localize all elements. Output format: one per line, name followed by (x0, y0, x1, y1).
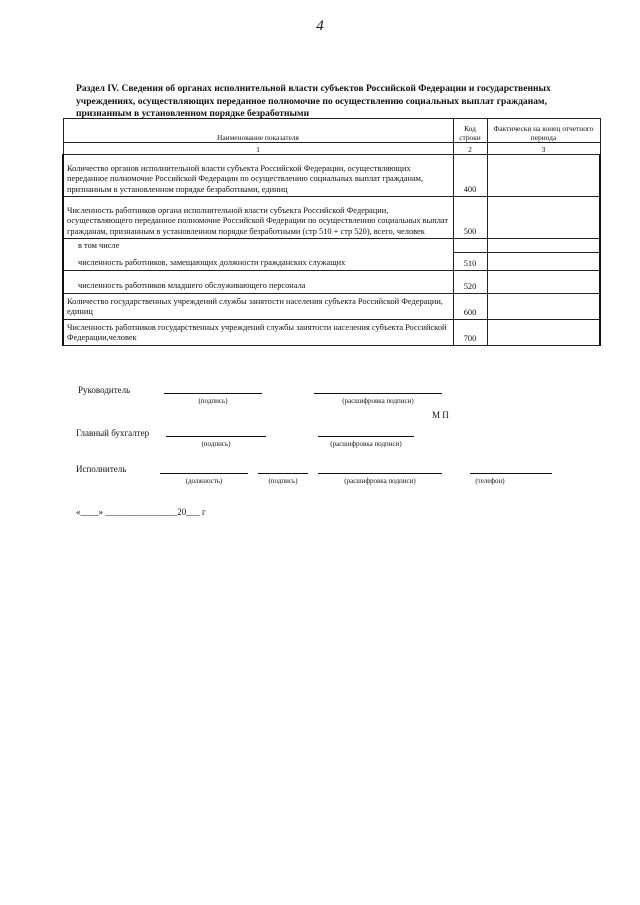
column-number: 2 (453, 143, 487, 155)
date-line[interactable]: «____» ________________20___ г (76, 507, 206, 517)
row-name: Численность работников органа исполнительной власти субъекта Российской Федерации, осуществляющего переданное полномочие Российской Федерации по осуществлению социальных выплат гражданам, признанным в установленном порядке безработными (стр 510 + стр 520), всего, человек (63, 197, 453, 239)
column-number: 3 (487, 143, 600, 155)
column-number-row (63, 143, 600, 155)
table-row (63, 319, 600, 345)
table-row (63, 239, 600, 253)
report-table (62, 118, 601, 346)
table-row (63, 197, 600, 239)
row-name: численность работников, замещающих должности гражданских служащих (63, 253, 453, 271)
value-cell (487, 239, 600, 253)
table-row (63, 270, 600, 293)
executor-position-line[interactable] (160, 473, 248, 474)
row-code: 500 (453, 197, 487, 239)
phone-caption: (телефон) (475, 477, 505, 485)
row-code: 600 (453, 293, 487, 319)
signature-caption: (подпись) (198, 397, 228, 405)
executor-label: Исполнитель (76, 464, 127, 474)
chief-accountant-label: Главный бухгалтер (76, 428, 150, 438)
value-cell[interactable] (487, 293, 600, 319)
row-name: Численность работников государственных учреждений службы занятости населения субъекта Российской Федерации,человек (63, 319, 453, 345)
value-cell[interactable] (487, 253, 600, 271)
value-cell[interactable] (487, 197, 600, 239)
row-name: Количество государственных учреждений службы занятости населения субъекта Российской Федерации, единиц (63, 293, 453, 319)
row-code: 510 (453, 253, 487, 271)
decoding-caption: (расшифровка подписи) (344, 477, 416, 485)
executor-phone-line[interactable] (470, 473, 552, 474)
header-name: Наименование показателя (63, 119, 453, 143)
table-row (63, 253, 600, 271)
row-code (453, 239, 487, 253)
header-code: Код строки (453, 119, 487, 143)
signature-caption: (подпись) (201, 440, 231, 448)
value-cell[interactable] (487, 319, 600, 345)
executor-signature-line[interactable] (258, 473, 308, 474)
head-signature-line[interactable] (164, 393, 262, 394)
accountant-decoding-line[interactable] (318, 436, 414, 437)
position-caption: (должность) (185, 477, 223, 485)
page-number: 4 (316, 18, 324, 34)
row-code: 700 (453, 319, 487, 345)
executor-decoding-line[interactable] (318, 473, 442, 474)
column-number: 1 (63, 143, 453, 155)
table-row (63, 293, 600, 319)
row-name: численность работников младшего обслуживающего персонала (63, 270, 453, 293)
table-row (63, 155, 600, 197)
head-decoding-line[interactable] (314, 393, 442, 394)
value-cell[interactable] (487, 270, 600, 293)
decoding-caption: (расшифровка подписи) (342, 397, 414, 405)
row-code: 400 (453, 155, 487, 197)
row-code: 520 (453, 270, 487, 293)
row-name: Количество органов исполнительной власти субъекта Российской Федерации, осуществляющих переданное полномочие Российской Федерации по осуществлению социальных выплат гражданам, признанным в установленном порядке безработными, единиц (63, 155, 453, 197)
value-cell[interactable] (487, 155, 600, 197)
stamp-mark: М П (432, 410, 449, 420)
header-value: Фактически на конец отчетного периода (487, 119, 600, 143)
signature-caption: (подпись) (268, 477, 298, 485)
row-name: в том числе (63, 239, 453, 253)
head-label: Руководитель (78, 385, 131, 395)
accountant-signature-line[interactable] (166, 436, 266, 437)
section-title: Раздел IV. Сведения об органах исполнительной власти субъектов Российской Федерации и государственных учреждениях, осуществляющих переданное полномочие по осуществлению социальных выплат гражданам, признанным в установленном порядке безработными (76, 83, 551, 119)
table-header-row (63, 119, 600, 143)
decoding-caption: (расшифровка подписи) (330, 440, 402, 448)
